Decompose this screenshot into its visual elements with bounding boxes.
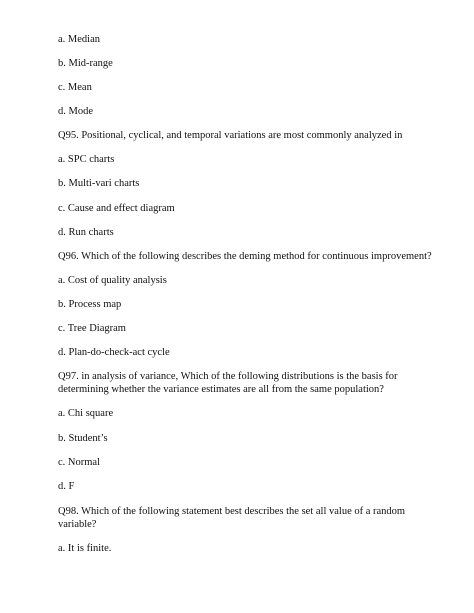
q95-option-c: c. Cause and effect diagram	[58, 203, 175, 214]
q97-option-b: b. Student’s	[58, 433, 108, 444]
q96-option-d: d. Plan-do-check-act cycle	[58, 347, 170, 358]
q97-option-a: a. Chi square	[58, 408, 114, 419]
q96-option-b: b. Process map	[58, 299, 122, 310]
question-97: Q97. in analysis of variance, Which of the following distributions is the basis for determining whether the variance estimates are all from the same population?	[58, 371, 398, 395]
q95-option-b: b. Multi-vari charts	[58, 178, 140, 189]
q96-option-a: a. Cost of quality analysis	[58, 275, 167, 286]
question-98: Q98. Which of the following statement best describes the set all value of a random variable?	[58, 506, 406, 530]
option-b-mid-range: b. Mid-range	[58, 58, 113, 69]
q95-option-d: d. Run charts	[58, 227, 114, 238]
q97-option-c: c. Normal	[58, 457, 100, 468]
question-96: Q96. Which of the following describes the deming method for continuous improvement?	[58, 251, 432, 262]
option-a-median: a. Median	[58, 34, 100, 45]
q95-option-a: a. SPC charts	[58, 154, 115, 165]
option-c-mean: c. Mean	[58, 82, 92, 93]
option-d-mode: d. Mode	[58, 106, 93, 117]
q98-option-a: a. It is finite.	[58, 543, 112, 554]
question-95: Q95. Positional, cyclical, and temporal variations are most commonly analyzed in	[58, 130, 403, 141]
q97-option-d: d. F	[58, 481, 75, 492]
q96-option-c: c. Tree Diagram	[58, 323, 126, 334]
